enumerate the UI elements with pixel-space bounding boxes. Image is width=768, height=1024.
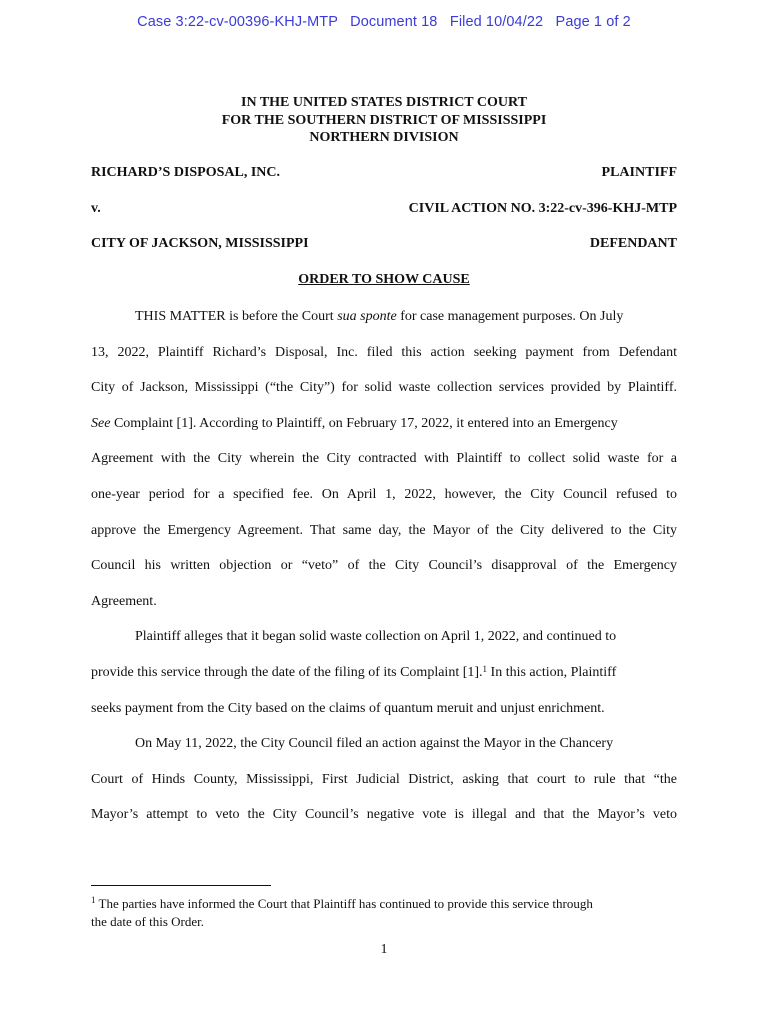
footnote xyxy=(91,895,677,931)
body-italic-text: See xyxy=(91,416,111,431)
footnote-marker: 1 xyxy=(91,895,96,905)
page-number: 1 xyxy=(380,942,388,957)
plaintiff-name: RICHARD’S DISPOSAL, INC. xyxy=(91,165,281,180)
body-line: Council his written objection or “veto” of the City Council’s disapproval of the Emergency xyxy=(91,558,677,573)
court-heading-line-3: NORTHERN DIVISION xyxy=(309,130,459,145)
body-text: THIS MATTER is before the Court xyxy=(135,309,338,324)
civil-action-number: CIVIL ACTION NO. 3:22-cv-396-KHJ-MTP xyxy=(408,201,677,216)
caption-plaintiff-row xyxy=(91,165,677,183)
footnote-divider xyxy=(91,885,271,886)
body-text: for case management purposes. On July xyxy=(396,309,624,324)
footnote-line xyxy=(91,895,677,913)
body-line: On May 11, 2022, the City Council filed an action against the Mayor in the Chancery xyxy=(135,736,614,751)
defendant-name: CITY OF JACKSON, MISSISSIPPI xyxy=(91,236,309,251)
defendant-role: DEFENDANT xyxy=(589,236,677,251)
body-line: Agreement. xyxy=(91,594,157,609)
body-line: Plaintiff alleges that it began solid waste collection on April 1, 2022, and continued to xyxy=(135,629,617,644)
footnote-text: The parties have informed the Court that Plaintiff has continued to provide this service through xyxy=(95,896,593,911)
body-text: provide this service through the date of the filing of its Complaint [1]. xyxy=(91,665,483,680)
footnote-line: the date of this Order. xyxy=(91,914,204,929)
body-italic-text: sua sponte xyxy=(337,309,397,324)
body-line xyxy=(91,415,677,433)
court-heading-line-1: IN THE UNITED STATES DISTRICT COURT xyxy=(241,95,527,110)
caption-versus-row xyxy=(91,201,677,219)
body-text: Complaint [1]. According to Plaintiff, on February 17, 2022, it entered into an Emergency xyxy=(110,416,618,431)
body-line: 13, 2022, Plaintiff Richard’s Disposal, Inc. filed this action seeking payment from Defendant xyxy=(91,345,677,360)
order-title: ORDER TO SHOW CAUSE xyxy=(298,272,470,287)
body-line xyxy=(135,308,677,326)
body-line: approve the Emergency Agreement. That same day, the Mayor of the City delivered to the City xyxy=(91,523,677,538)
versus-label: v. xyxy=(91,201,101,216)
body-line: Court of Hinds County, Mississippi, First Judicial District, asking that court to rule that “the xyxy=(91,772,677,787)
court-heading-line-2: FOR THE SOUTHERN DISTRICT OF MISSISSIPPI xyxy=(221,112,547,128)
body-line: City of Jackson, Mississippi (“the City”) for solid waste collection services provided by Plaintiff. xyxy=(91,380,677,395)
court-heading xyxy=(0,94,768,147)
footnote-reference[interactable]: 1 xyxy=(482,664,488,674)
body-line: Agreement with the City wherein the City contracted with Plaintiff to collect solid waste for a xyxy=(91,451,677,466)
plaintiff-role: PLAINTIFF xyxy=(601,165,677,180)
body-line: one-year period for a specified fee. On April 1, 2022, however, the City Council refused to xyxy=(91,487,677,502)
case-header-stamp: Case 3:22-cv-00396-KHJ-MTP Document 18 Filed 10/04/22 Page 1 of 2 xyxy=(137,14,631,30)
body-text: In this action, Plaintiff xyxy=(487,665,617,680)
body-line: seeks payment from the City based on the claims of quantum meruit and unjust enrichment. xyxy=(91,701,605,716)
body-line xyxy=(91,664,677,682)
caption-defendant-row xyxy=(91,236,677,254)
body-line: Mayor’s attempt to veto the City Council’s negative vote is illegal and that the Mayor’s veto xyxy=(91,807,677,822)
